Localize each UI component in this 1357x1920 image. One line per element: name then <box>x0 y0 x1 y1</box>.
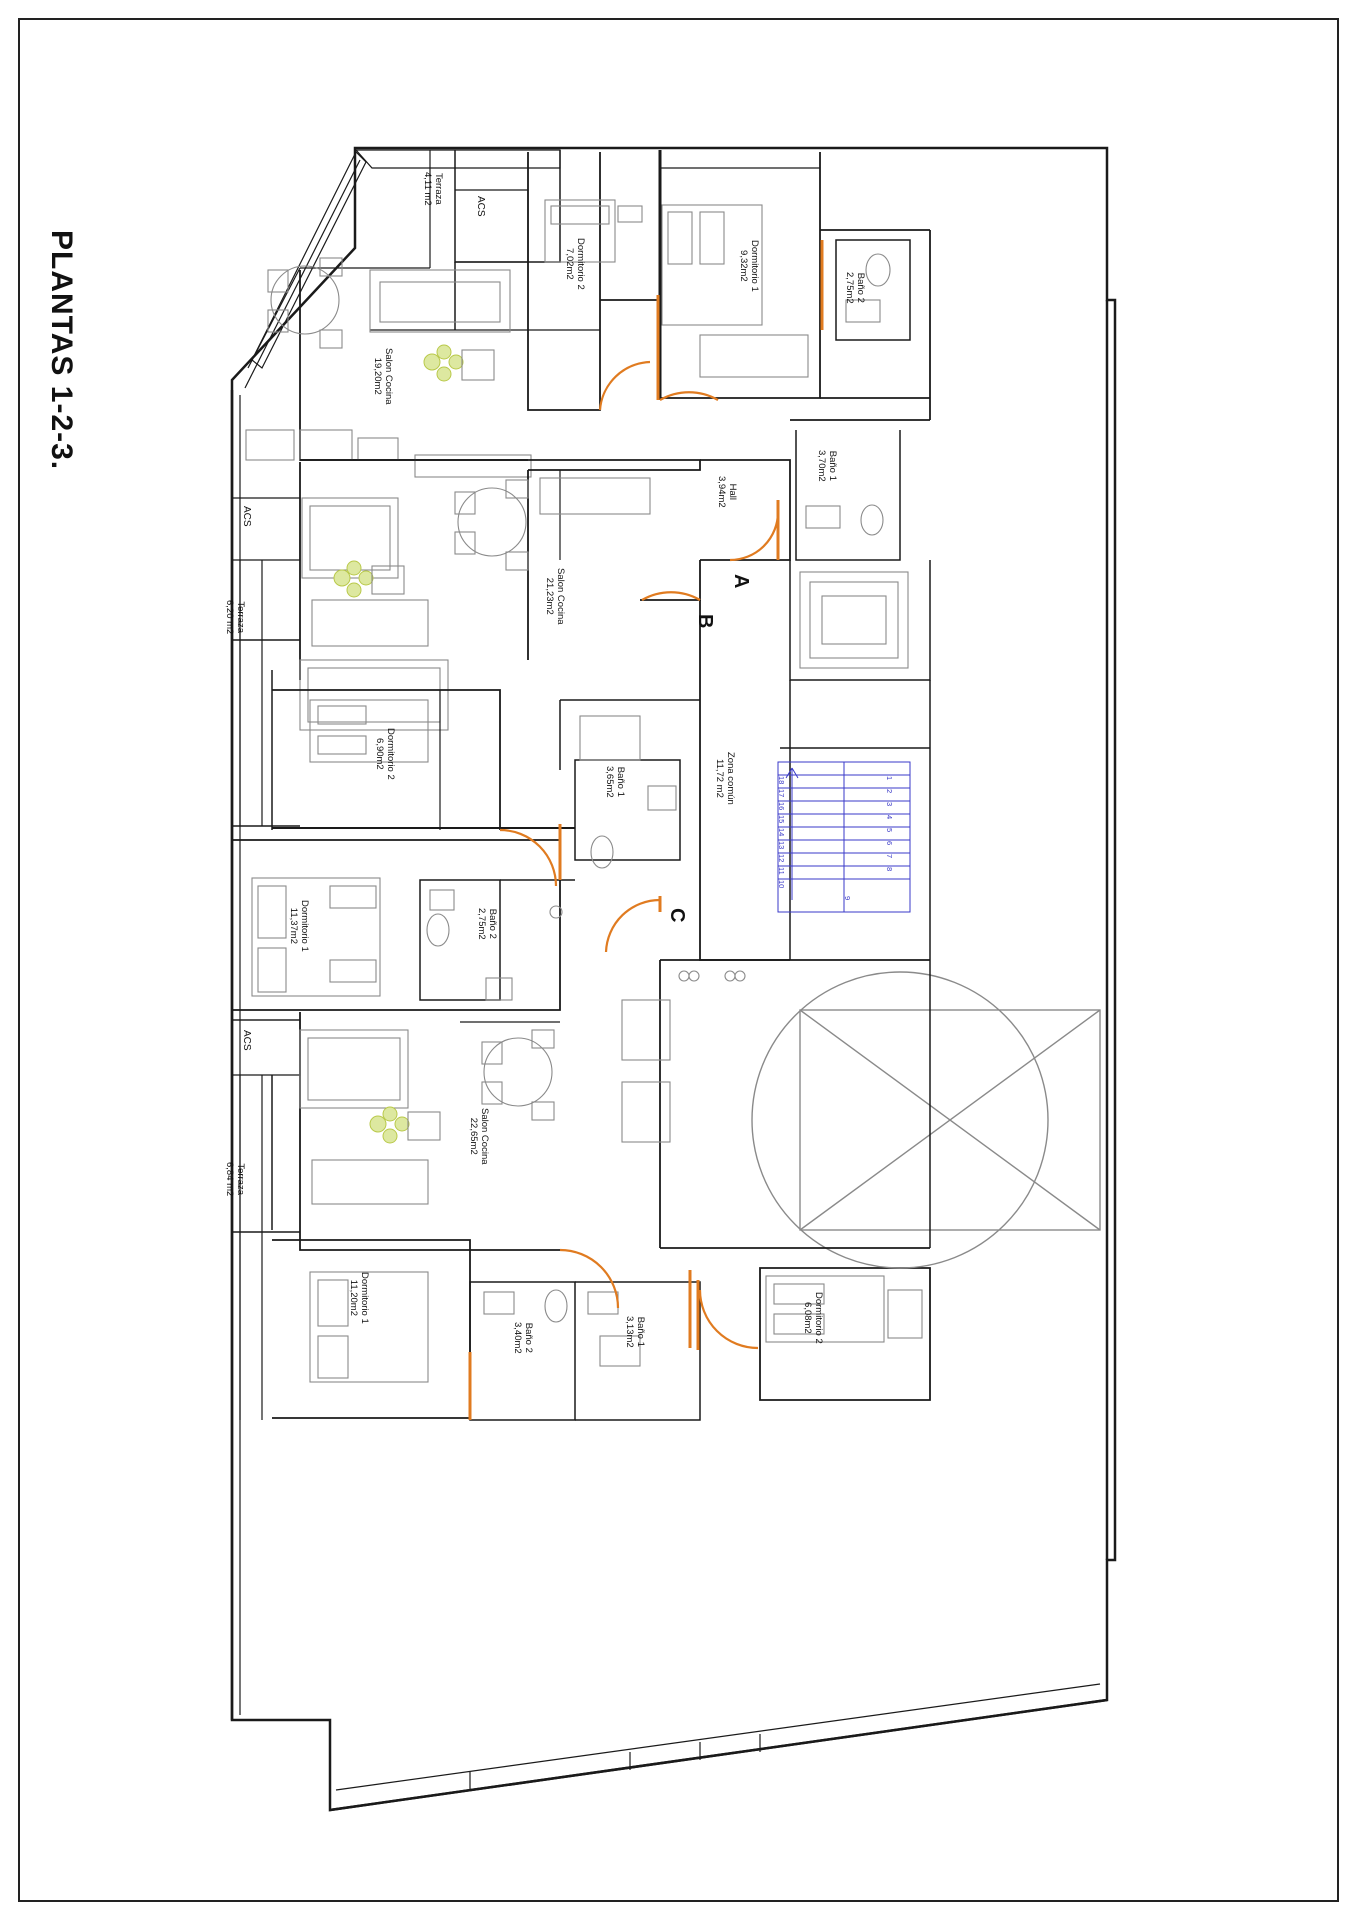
room-name: Salon Cocina <box>383 348 394 405</box>
room-area: 6,08m2 <box>802 1302 813 1334</box>
room-label <box>564 238 586 290</box>
room-label <box>738 240 760 292</box>
room-name: Dormitorio 1 <box>299 900 310 952</box>
room-area: 3,40m2 <box>512 1322 523 1354</box>
room-area: 11,37m2 <box>288 907 299 944</box>
stair-step-number: 14 <box>777 828 786 837</box>
stair-step-number: 6 <box>885 841 894 846</box>
room-area: 7,02m2 <box>564 248 575 280</box>
room-label <box>224 600 246 634</box>
room-label <box>802 1292 824 1344</box>
room-area: 6,90m2 <box>374 738 385 770</box>
room-area: 11,72 m2 <box>714 758 725 798</box>
room-area: 6,20 m2 <box>224 600 235 635</box>
room-area: 3,94m2 <box>716 476 727 508</box>
block-letter-a: A <box>730 574 752 589</box>
stair-step-number: 18 <box>777 776 786 785</box>
stair-step-number: 13 <box>777 841 786 850</box>
room-label <box>844 272 866 304</box>
room-label <box>714 752 736 805</box>
stair-step-number: 3 <box>885 802 894 807</box>
room-name: Dormitorio 1 <box>359 1272 370 1324</box>
room-name: Baño 2 <box>487 908 498 939</box>
room-label <box>468 1108 490 1165</box>
room-name: Terraza <box>235 601 246 633</box>
room-label <box>422 172 444 206</box>
room-label <box>476 908 498 940</box>
room-area: 11,20m2 <box>348 1279 359 1316</box>
room-label <box>372 348 394 405</box>
room-name: Terraza <box>235 1163 246 1195</box>
stair-step-number: 16 <box>777 802 786 811</box>
room-name: Salon Cocina <box>555 568 566 625</box>
room-name: Baño 1 <box>615 766 626 797</box>
room-area: 21,23m2 <box>544 577 555 615</box>
room-label <box>544 568 566 625</box>
stair-step-number: 7 <box>885 854 894 859</box>
stair-step-number: 4 <box>885 815 894 820</box>
room-label <box>716 476 738 508</box>
block-letter-b: B <box>694 614 716 629</box>
acs-label: ACS <box>241 506 252 527</box>
room-name: Hall <box>727 483 738 501</box>
room-label <box>288 900 310 952</box>
room-name: Baño 1 <box>827 450 838 481</box>
room-area: 3,70m2 <box>816 450 827 482</box>
stair-step-number: 11 <box>777 867 786 875</box>
room-name: Dormitorio 1 <box>749 240 760 292</box>
stair-step-number: 5 <box>885 828 894 833</box>
stair-step-number: 2 <box>885 789 894 794</box>
acs-label: ACS <box>475 196 486 217</box>
stair-step-number: 8 <box>885 867 894 872</box>
room-label <box>624 1316 646 1348</box>
room-name: Zona común <box>725 752 736 805</box>
room-area: 22,65m2 <box>468 1117 479 1155</box>
room-label <box>224 1162 246 1196</box>
stair-step-number: 10 <box>777 880 786 889</box>
stair-step-number: 1 <box>885 776 894 781</box>
room-area: 9,32m2 <box>738 250 749 282</box>
room-name: Dormitorio 2 <box>575 238 586 290</box>
room-label <box>348 1272 370 1324</box>
room-label <box>604 766 626 798</box>
room-name: Dormitorio 2 <box>385 728 396 780</box>
room-area: 3,13m2 <box>624 1316 635 1348</box>
room-name: Baño 2 <box>523 1322 534 1353</box>
block-letter-c: C <box>666 908 688 923</box>
room-area: 4,11 m2 <box>422 172 433 206</box>
room-label <box>512 1322 534 1354</box>
acs-label: ACS <box>241 1030 252 1051</box>
room-area: 2,75m2 <box>844 272 855 304</box>
room-name: Baño 1 <box>635 1316 646 1347</box>
room-label <box>374 728 396 780</box>
stair-landing-number: 9 <box>843 896 852 901</box>
room-area: 19,20m2 <box>372 357 383 395</box>
stair-step-number: 17 <box>777 789 786 798</box>
stair-step-number: 12 <box>777 854 786 863</box>
room-label <box>816 450 838 482</box>
stair-step-number: 15 <box>777 815 786 824</box>
page-title: PLANTAS 1-2-3. <box>45 230 78 471</box>
room-area: 2,75m2 <box>476 908 487 940</box>
room-name: Dormitorio 2 <box>813 1292 824 1344</box>
room-name: Terraza <box>433 172 444 205</box>
room-name: Baño 2 <box>855 272 866 303</box>
room-area: 3,65m2 <box>604 766 615 798</box>
room-name: Salon Cocina <box>479 1108 490 1165</box>
room-area: 6,84 m2 <box>224 1162 235 1197</box>
